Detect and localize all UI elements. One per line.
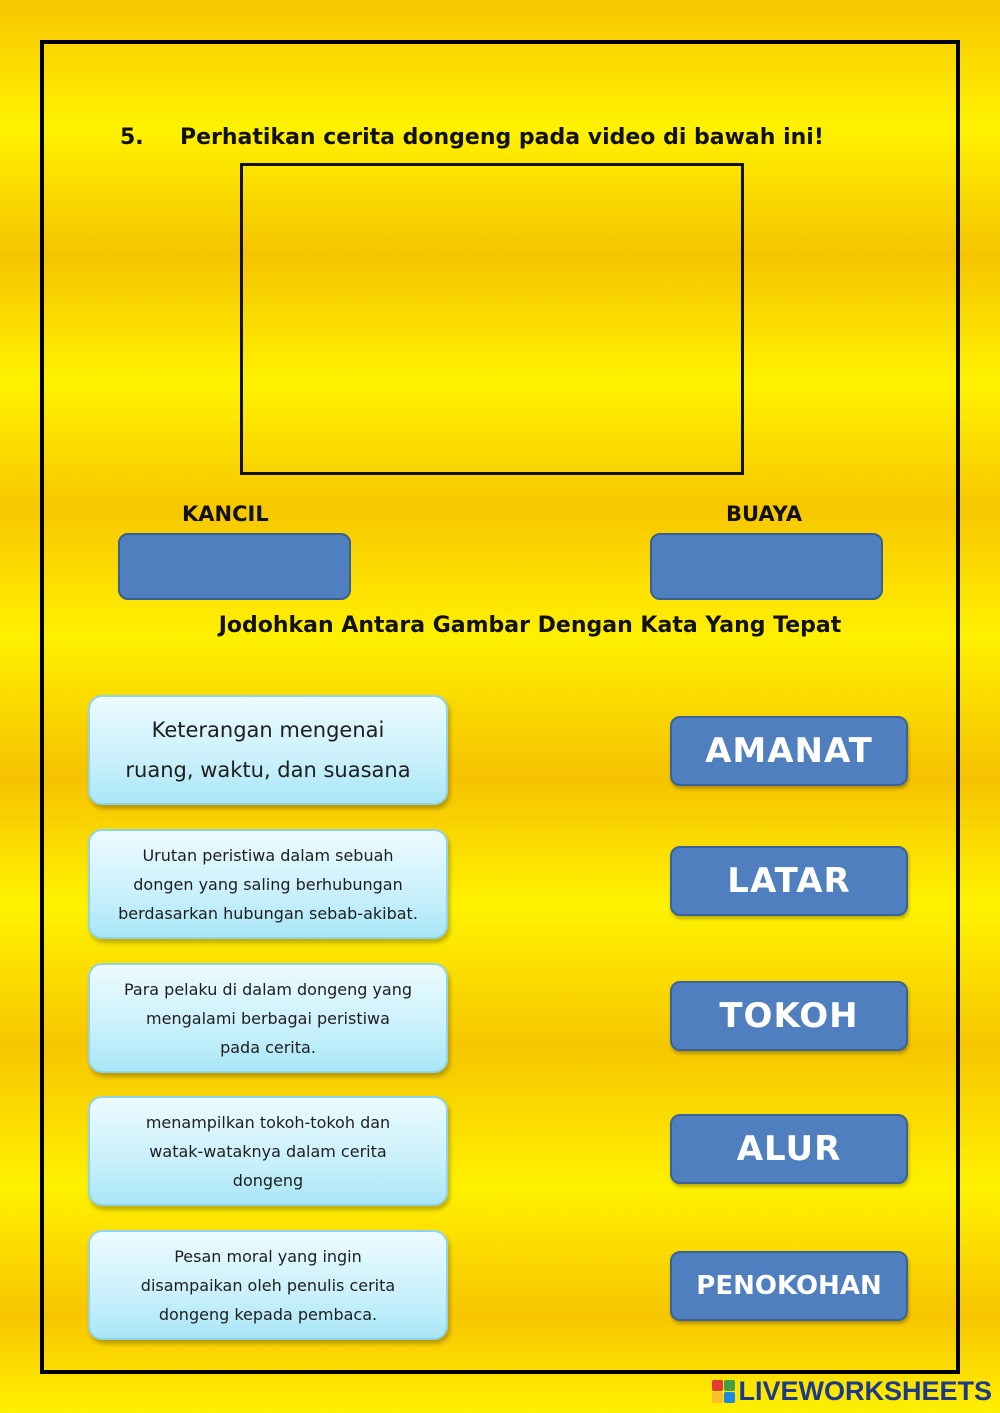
definition-line: berdasarkan hubungan sebab-akibat.: [118, 903, 418, 923]
definition-line: menampilkan tokoh-tokoh dan: [145, 1112, 391, 1132]
definition-line: Urutan peristiwa dalam sebuah: [142, 845, 394, 865]
term-penokohan[interactable]: PENOKOHAN: [670, 1251, 908, 1321]
definition-line: pada cerita.: [220, 1037, 316, 1057]
definition-line: dongeng kepada pembaca.: [158, 1304, 378, 1324]
brand-text: LIVEWORKSHEETS: [738, 1376, 992, 1406]
term-tokoh[interactable]: TOKOH: [670, 981, 908, 1051]
definition-card-2[interactable]: [88, 829, 448, 939]
question-text: Perhatikan cerita dongeng pada video di bawah ini!: [180, 125, 824, 150]
definition-card-4[interactable]: [88, 1096, 448, 1206]
question-number: 5.: [120, 125, 144, 150]
definition-card-1[interactable]: [88, 695, 448, 805]
question-heading: [120, 125, 824, 150]
term-latar[interactable]: LATAR: [670, 846, 908, 916]
video-placeholder[interactable]: [240, 163, 744, 475]
buaya-label: BUAYA: [726, 502, 803, 526]
definition-line: dongeng: [232, 1170, 304, 1190]
definition-line: watak-wataknya dalam cerita: [149, 1141, 387, 1161]
definition-line: dongen yang saling berhubungan: [133, 874, 403, 894]
definition-card-3[interactable]: [88, 963, 448, 1073]
definition-line: disampaikan oleh penulis cerita: [140, 1275, 396, 1295]
liveworksheets-logo[interactable]: [712, 1376, 992, 1407]
definition-line: ruang, waktu, dan suasana: [125, 758, 411, 782]
kancil-label: KANCIL: [182, 502, 269, 526]
definition-line: Para pelaku di dalam dongeng yang: [123, 979, 413, 999]
matching-instruction: Jodohkan Antara Gambar Dengan Kata Yang Tepat: [218, 613, 842, 638]
definition-line: mengalami berbagai peristiwa: [146, 1008, 390, 1028]
kancil-drop-slot[interactable]: [118, 533, 351, 600]
term-alur[interactable]: ALUR: [670, 1114, 908, 1184]
definition-line: Keterangan mengenai: [151, 718, 385, 742]
definition-card-5[interactable]: [88, 1230, 448, 1340]
definition-line: Pesan moral yang ingin: [174, 1246, 362, 1266]
buaya-drop-slot[interactable]: [650, 533, 883, 600]
term-amanat[interactable]: AMANAT: [670, 716, 908, 786]
liveworksheets-logo-icon: [712, 1380, 735, 1403]
